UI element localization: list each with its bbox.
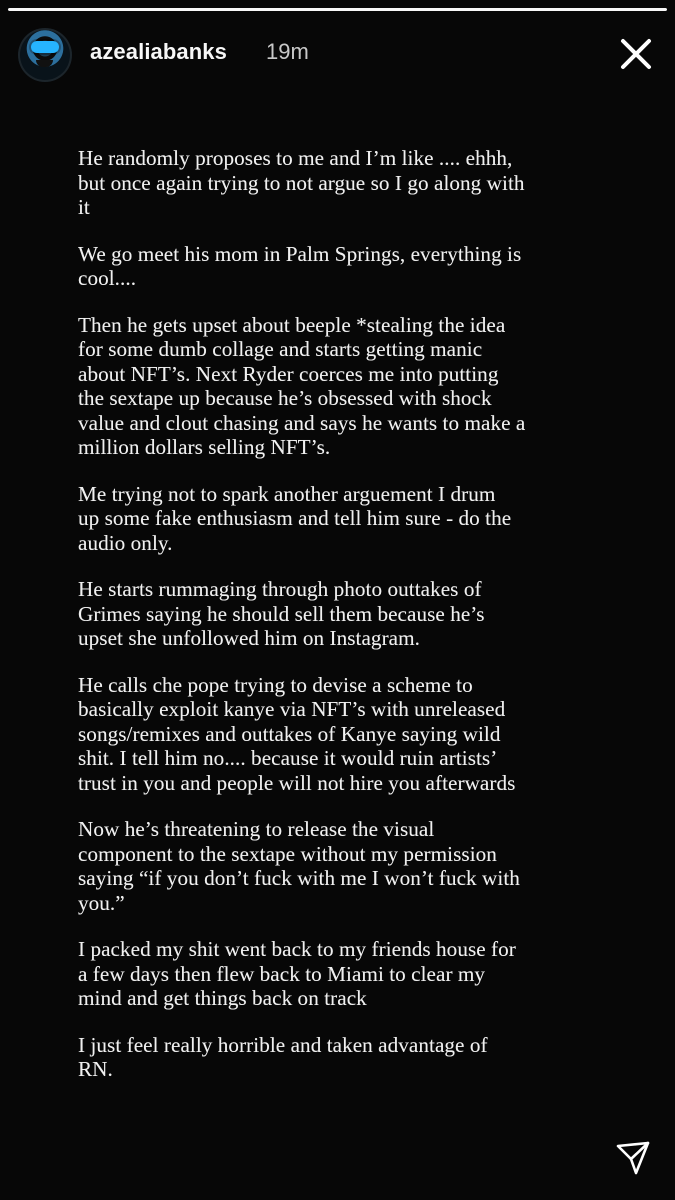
send-icon[interactable]: [613, 1138, 653, 1178]
story-header: [18, 24, 657, 84]
close-icon[interactable]: [615, 33, 657, 75]
story-paragraph-6: He calls che pope trying to devise a scheme to basically exploit kanye via NFT’s with unreleased songs/remixes and outtakes of Kanye saying wild shit. I tell him no.... because it would ruin artists’ trust in you and people will not hire you afterwards: [78, 672, 516, 795]
username[interactable]: azealiabanks: [90, 39, 227, 64]
story-paragraph-5: He starts rummaging through photo outtakes of Grimes saying he should sell them because he’s upset she unfollowed him on Instagram.: [78, 577, 485, 650]
story-time: 19m: [266, 39, 309, 64]
story-paragraph-4: Me trying not to spark another arguement I drum up some fake enthusiasm and tell him sure - do the audio only.: [78, 481, 512, 555]
story-paragraph-7: Now he’s threatening to release the visual component to the sextape without my permission saying “if you don’t fuck with me I won’t fuck with you.”: [78, 817, 520, 915]
story-paragraph-2: We go meet his mom in Palm Springs, everything is cool....: [78, 241, 522, 290]
story-progress-fill: [8, 8, 667, 11]
story-progress-bar: [8, 8, 667, 11]
story-paragraph-3: Then he gets upset about beeple *stealing the idea for some dumb collage and starts getting manic about NFT’s. Next Ryder coerces me into putting the sextape up because he’s obsessed with shock value and clout chasing and says he wants to make a million dollars selling NFT’s.: [78, 312, 526, 459]
story-paragraph-9: I just feel really horrible and taken advantage of RN.: [78, 1032, 488, 1081]
person-avatar-icon[interactable]: [18, 28, 72, 82]
story-paragraph-1: He randomly proposes to me and I’m like .... ehhh, but once again trying to not argue so I go along with it: [78, 146, 525, 219]
story-paragraph-8: I packed my shit went back to my friends house for a few days then flew back to Miami to clear my mind and get things back on track: [78, 937, 516, 1010]
story-text-block: [78, 146, 578, 1104]
